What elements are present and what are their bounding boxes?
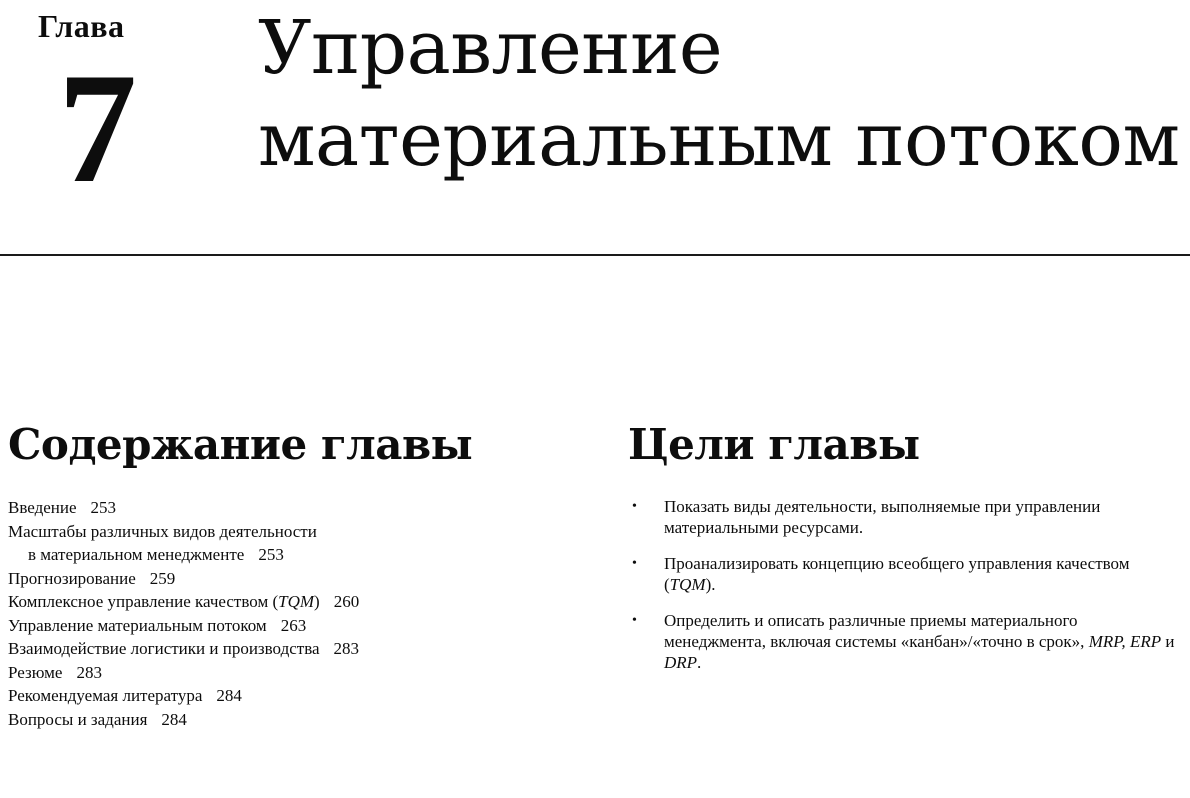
toc-item-text: Введение bbox=[8, 498, 77, 517]
chapter-number: 7 bbox=[58, 41, 137, 216]
goal-text: Показать виды деятельности, выполняемые при управлении материальными ресурсами. bbox=[664, 497, 1101, 537]
toc-item-text: Управление материальным потоком bbox=[8, 615, 267, 635]
goal-text: Проанализировать концепцию всеобщего управления качеством ( bbox=[664, 554, 1130, 594]
toc-item-text-after: ) bbox=[314, 592, 320, 611]
chapter-title bbox=[258, 2, 1178, 186]
toc-item-text-cont: в материальном менеджменте bbox=[28, 545, 245, 564]
bullet-icon: • bbox=[632, 499, 637, 514]
contents-heading: Содержание главы bbox=[8, 420, 473, 469]
toc-item bbox=[8, 567, 588, 591]
goals-heading: Цели главы bbox=[628, 420, 920, 469]
toc-item-page: 284 bbox=[161, 709, 187, 729]
toc-item-page: 283 bbox=[333, 639, 360, 658]
chapter-label: Глава bbox=[38, 8, 125, 44]
toc-item-text: Резюме bbox=[8, 662, 63, 682]
toc-item-page: 253 bbox=[90, 498, 117, 517]
toc-item-text: Прогнозирование bbox=[8, 568, 136, 588]
toc-item-italic: TQM bbox=[278, 592, 315, 611]
goal-italic-erp: ERP bbox=[1129, 632, 1162, 651]
toc-item-page: 283 bbox=[76, 662, 102, 682]
goal-item bbox=[630, 610, 1178, 673]
goal-text-mid: и bbox=[1161, 632, 1175, 651]
toc-item-text: Комплексное управление качеством ( bbox=[8, 592, 279, 611]
goal-text-end: . bbox=[697, 653, 702, 672]
toc-item-text: Взаимодействие логистики и производства bbox=[8, 639, 320, 658]
goal-item bbox=[630, 553, 1178, 595]
toc-item-page: 259 bbox=[149, 568, 176, 588]
toc-item-text: Масштабы различных видов деятельности bbox=[8, 521, 317, 541]
goals-list bbox=[630, 496, 1178, 688]
toc-item-page: 284 bbox=[216, 686, 242, 705]
bullet-icon: • bbox=[632, 613, 637, 628]
goal-italic-mrp: MRP, bbox=[1088, 632, 1126, 651]
bullet-icon: • bbox=[632, 556, 637, 571]
toc-item bbox=[8, 520, 588, 567]
header-rule bbox=[0, 254, 1190, 256]
toc-item bbox=[8, 496, 588, 520]
toc-item bbox=[8, 708, 588, 732]
toc-item bbox=[8, 684, 588, 708]
contents-list bbox=[8, 496, 588, 731]
goal-item bbox=[630, 496, 1178, 538]
goal-text-after: ). bbox=[705, 575, 716, 594]
chapter-title-line-2: материальным потоком bbox=[258, 97, 1180, 183]
toc-item-continuation bbox=[8, 543, 588, 567]
toc-item bbox=[8, 661, 588, 685]
chapter-title-line-1: Управление bbox=[258, 5, 723, 91]
goal-italic-drp: DRP bbox=[664, 653, 698, 672]
toc-item bbox=[8, 614, 588, 638]
goal-italic: TQM bbox=[669, 575, 706, 594]
toc-item bbox=[8, 590, 588, 614]
toc-item-page: 260 bbox=[333, 592, 360, 611]
toc-item bbox=[8, 637, 588, 661]
toc-item-text: Рекомендуемая литература bbox=[8, 686, 203, 705]
toc-item-page: 253 bbox=[258, 545, 284, 564]
toc-item-text: Вопросы и задания bbox=[8, 709, 148, 729]
goal-text: Определить и описать различные приемы материального менеджмента, включая системы «канбан»/«точно в срок», bbox=[664, 611, 1089, 651]
toc-item-page: 263 bbox=[280, 615, 307, 635]
